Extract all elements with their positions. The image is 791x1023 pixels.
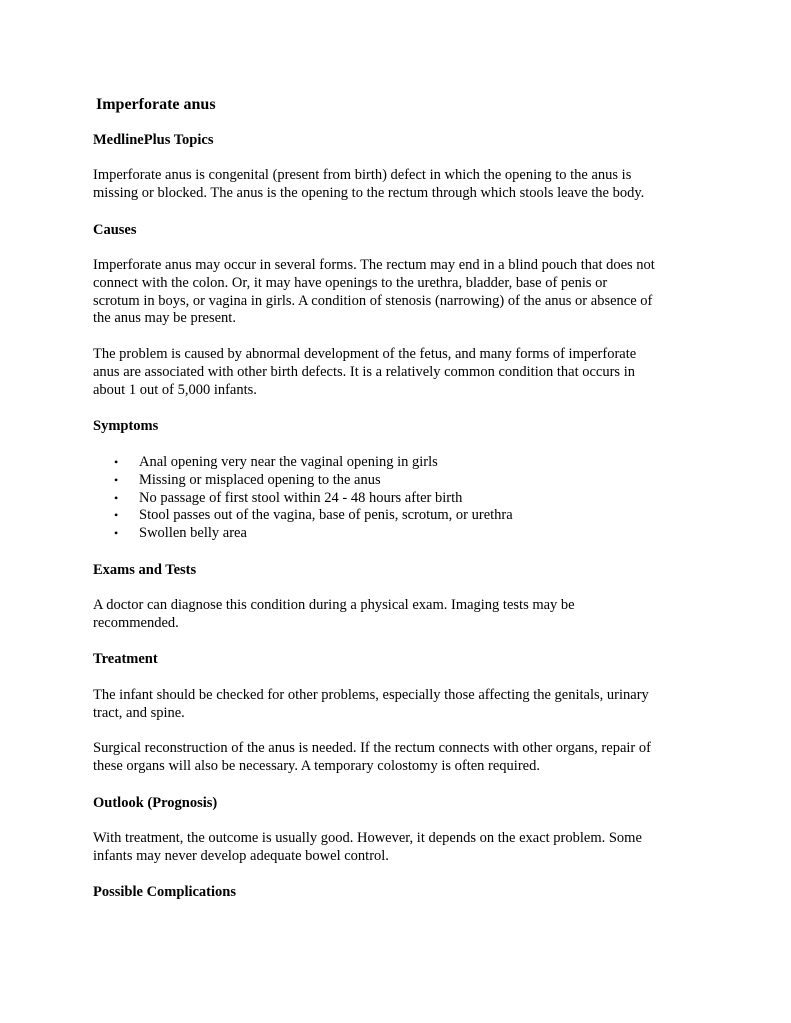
text-line: recommended.: [93, 614, 179, 631]
treatment-paragraph-2: [93, 740, 703, 776]
text-line: connect with the colon. Or, it may have openings to the urethra, bladder, base of penis or: [93, 274, 608, 291]
intro-paragraph: [93, 167, 703, 203]
text-line: infants may never develop adequate bowel control.: [93, 847, 389, 864]
list-item: [93, 507, 693, 525]
complications-heading: Possible Complications: [93, 884, 236, 900]
symptoms-heading: Symptoms: [93, 418, 159, 434]
text-line: Imperforate anus is congenital (present from birth) defect in which the opening to the anus is: [93, 167, 632, 183]
bullet-marker: •: [114, 526, 119, 541]
text-line: Imperforate anus may occur in several forms. The rectum may end in a blind pouch that does not: [93, 257, 655, 273]
treatment-heading: Treatment: [93, 651, 158, 667]
text-line: scrotum in boys, or vagina in girls. A condition of stenosis (narrowing) of the anus or absence of: [93, 292, 653, 309]
text-line: about 1 out of 5,000 infants.: [93, 381, 257, 398]
text-line: the anus may be present.: [93, 310, 236, 327]
outlook-heading: Outlook (Prognosis): [93, 795, 218, 811]
symptoms-list: [93, 454, 693, 543]
bullet-marker: •: [114, 490, 119, 505]
list-item-text: No passage of first stool within 24 - 48 hours after birth: [139, 489, 463, 506]
text-line: The infant should be checked for other problems, especially those affecting the genitals, urinary: [93, 687, 649, 703]
list-item: [93, 525, 693, 543]
text-line: The problem is caused by abnormal development of the fetus, and many forms of imperforate: [93, 346, 637, 362]
source-heading: MedlinePlus Topics: [93, 132, 214, 148]
list-item-text: Swollen belly area: [139, 525, 247, 542]
bullet-marker: •: [114, 455, 119, 469]
bullet-marker: •: [114, 472, 119, 487]
list-item-text: Stool passes out of the vagina, base of penis, scrotum, or urethra: [139, 507, 513, 524]
text-line: anus are associated with other birth defects. It is a relatively common condition that occurs in: [93, 363, 635, 380]
text-line: A doctor can diagnose this condition during a physical exam. Imaging tests may be: [93, 597, 575, 613]
text-line: tract, and spine.: [93, 704, 185, 721]
text-line: Surgical reconstruction of the anus is needed. If the rectum connects with other organs, repair of: [93, 740, 651, 756]
treatment-paragraph-1: [93, 687, 703, 723]
text-line: missing or blocked. The anus is the opening to the rectum through which stools leave the body.: [93, 184, 645, 201]
list-item-text: Missing or misplaced opening to the anus: [139, 471, 381, 488]
causes-paragraph-1: [93, 257, 703, 328]
page-title: Imperforate anus: [96, 96, 216, 113]
text-line: With treatment, the outcome is usually good. However, it depends on the exact problem. Some: [93, 830, 642, 846]
outlook-paragraph: [93, 830, 703, 866]
list-item: [93, 472, 693, 490]
exams-paragraph: [93, 597, 703, 633]
list-item: [93, 454, 693, 472]
text-line: these organs will also be necessary. A temporary colostomy is often required.: [93, 757, 540, 774]
list-item-text: Anal opening very near the vaginal opening in girls: [139, 454, 438, 470]
bullet-marker: •: [114, 508, 119, 523]
causes-heading: Causes: [93, 222, 137, 238]
list-item: [93, 490, 693, 508]
causes-paragraph-2: [93, 346, 703, 399]
exams-heading: Exams and Tests: [93, 562, 197, 578]
